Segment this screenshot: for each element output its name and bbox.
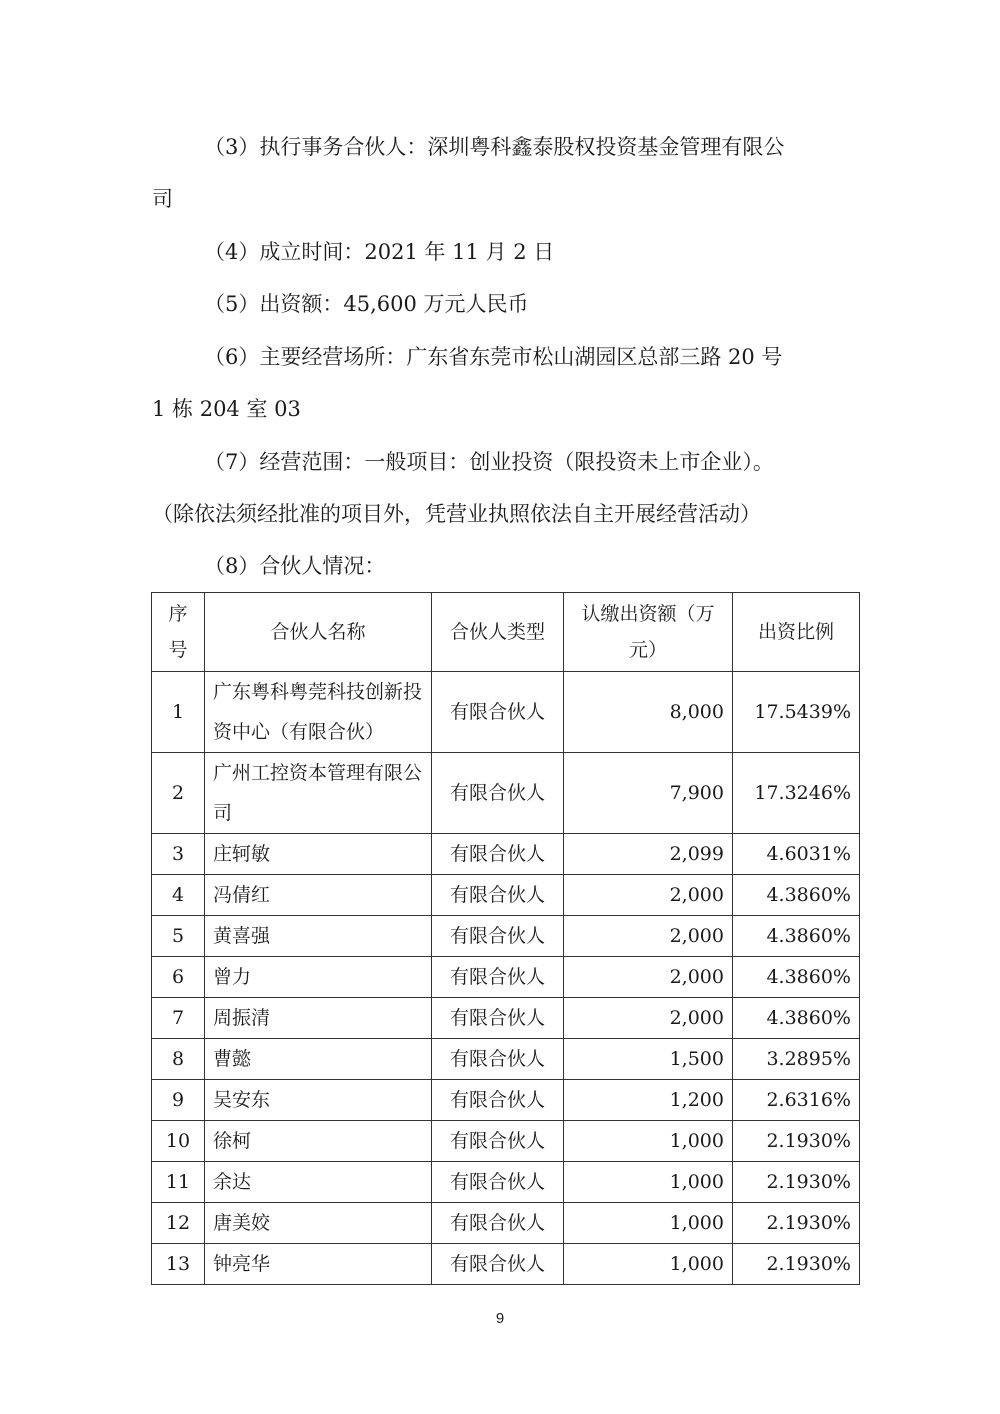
cell-partner-name: 曹懿 <box>205 1039 432 1080</box>
paragraph-business-address-line1: （6）主要经营场所：广东省东莞市松山湖园区总部三路 20 号 <box>204 345 783 369</box>
paragraph-business-scope-line2: （除依法须经批准的项目外，凭营业执照依法自主开展经营活动） <box>152 502 761 526</box>
cell-subscribed-amount: 7,900 <box>564 753 733 834</box>
cell-partner-type: 有限合伙人 <box>432 998 564 1039</box>
cell-contribution-ratio: 4.3860% <box>733 998 860 1039</box>
cell-contribution-ratio: 4.3860% <box>733 957 860 998</box>
table-row <box>152 998 860 1039</box>
cell-partner-name: 余达 <box>205 1162 432 1203</box>
paragraph-capital-amount: （5）出资额：45,600 万元人民币 <box>204 292 529 316</box>
paragraph-business-address-line2: 1 栋 204 室 03 <box>152 397 301 421</box>
header-contribution-ratio: 出资比例 <box>733 593 860 672</box>
table-row <box>152 1039 860 1080</box>
cell-seq: 4 <box>152 875 205 916</box>
table-body <box>152 672 860 1285</box>
paragraph-executive-partner-line1: （3）执行事务合伙人：深圳粤科鑫泰股权投资基金管理有限公 <box>204 135 785 159</box>
cell-seq: 2 <box>152 753 205 834</box>
partners-table <box>151 592 860 1285</box>
cell-seq: 8 <box>152 1039 205 1080</box>
cell-partner-name: 广州工控资本管理有限公司 <box>205 753 432 834</box>
table-row <box>152 753 860 834</box>
table-header-row <box>152 593 860 672</box>
cell-partner-name: 曾力 <box>205 957 432 998</box>
cell-seq: 12 <box>152 1203 205 1244</box>
table-row <box>152 1080 860 1121</box>
cell-subscribed-amount: 1,000 <box>564 1121 733 1162</box>
cell-partner-type: 有限合伙人 <box>432 753 564 834</box>
paragraph-establishment-date: （4）成立时间：2021 年 11 月 2 日 <box>204 240 555 264</box>
table-row <box>152 672 860 753</box>
cell-contribution-ratio: 2.1930% <box>733 1244 860 1285</box>
cell-contribution-ratio: 4.6031% <box>733 834 860 875</box>
header-seq: 序号 <box>152 593 205 672</box>
cell-contribution-ratio: 4.3860% <box>733 916 860 957</box>
cell-subscribed-amount: 8,000 <box>564 672 733 753</box>
cell-contribution-ratio: 2.1930% <box>733 1162 860 1203</box>
cell-partner-name: 黄喜强 <box>205 916 432 957</box>
cell-seq: 10 <box>152 1121 205 1162</box>
cell-subscribed-amount: 1,500 <box>564 1039 733 1080</box>
cell-subscribed-amount: 1,000 <box>564 1162 733 1203</box>
cell-seq: 6 <box>152 957 205 998</box>
cell-subscribed-amount: 2,000 <box>564 957 733 998</box>
cell-partner-name: 徐柯 <box>205 1121 432 1162</box>
cell-seq: 13 <box>152 1244 205 1285</box>
cell-partner-name: 唐美姣 <box>205 1203 432 1244</box>
paragraph-business-scope-line1: （7）经营范围：一般项目：创业投资（限投资未上市企业）。 <box>204 450 774 474</box>
cell-partner-type: 有限合伙人 <box>432 1162 564 1203</box>
table-row <box>152 957 860 998</box>
cell-seq: 11 <box>152 1162 205 1203</box>
page-number: 9 <box>495 1310 505 1327</box>
table-row <box>152 834 860 875</box>
header-partner-type: 合伙人类型 <box>432 593 564 672</box>
cell-subscribed-amount: 2,000 <box>564 998 733 1039</box>
cell-subscribed-amount: 2,000 <box>564 875 733 916</box>
table-row <box>152 1244 860 1285</box>
cell-partner-name: 周振清 <box>205 998 432 1039</box>
cell-partner-name: 冯倩红 <box>205 875 432 916</box>
cell-seq: 3 <box>152 834 205 875</box>
cell-partner-type: 有限合伙人 <box>432 916 564 957</box>
header-subscribed-amount: 认缴出资额（万元） <box>564 593 733 672</box>
cell-subscribed-amount: 1,200 <box>564 1080 733 1121</box>
cell-partner-type: 有限合伙人 <box>432 957 564 998</box>
cell-contribution-ratio: 3.2895% <box>733 1039 860 1080</box>
cell-partner-name: 庄轲敏 <box>205 834 432 875</box>
table-row <box>152 1203 860 1244</box>
cell-subscribed-amount: 1,000 <box>564 1203 733 1244</box>
cell-partner-name: 钟亮华 <box>205 1244 432 1285</box>
paragraph-executive-partner-line2: 司 <box>152 187 173 211</box>
table-row <box>152 1121 860 1162</box>
cell-seq: 1 <box>152 672 205 753</box>
cell-subscribed-amount: 2,000 <box>564 916 733 957</box>
cell-partner-type: 有限合伙人 <box>432 834 564 875</box>
cell-partner-type: 有限合伙人 <box>432 1039 564 1080</box>
cell-partner-name: 吴安东 <box>205 1080 432 1121</box>
cell-partner-type: 有限合伙人 <box>432 1080 564 1121</box>
cell-partner-type: 有限合伙人 <box>432 1203 564 1244</box>
cell-contribution-ratio: 2.1930% <box>733 1121 860 1162</box>
cell-seq: 7 <box>152 998 205 1039</box>
cell-subscribed-amount: 2,099 <box>564 834 733 875</box>
cell-seq: 5 <box>152 916 205 957</box>
header-partner-name: 合伙人名称 <box>205 593 432 672</box>
cell-subscribed-amount: 1,000 <box>564 1244 733 1285</box>
cell-partner-name: 广东粤科粤莞科技创新投资中心（有限合伙） <box>205 672 432 753</box>
cell-partner-type: 有限合伙人 <box>432 672 564 753</box>
table-row <box>152 916 860 957</box>
cell-contribution-ratio: 17.5439% <box>733 672 860 753</box>
cell-contribution-ratio: 4.3860% <box>733 875 860 916</box>
cell-partner-type: 有限合伙人 <box>432 1121 564 1162</box>
cell-partner-type: 有限合伙人 <box>432 1244 564 1285</box>
cell-contribution-ratio: 2.6316% <box>733 1080 860 1121</box>
table-row <box>152 875 860 916</box>
cell-seq: 9 <box>152 1080 205 1121</box>
paragraph-partners-heading: （8）合伙人情况： <box>204 554 386 578</box>
cell-contribution-ratio: 17.3246% <box>733 753 860 834</box>
table-row <box>152 1162 860 1203</box>
cell-contribution-ratio: 2.1930% <box>733 1203 860 1244</box>
cell-partner-type: 有限合伙人 <box>432 875 564 916</box>
